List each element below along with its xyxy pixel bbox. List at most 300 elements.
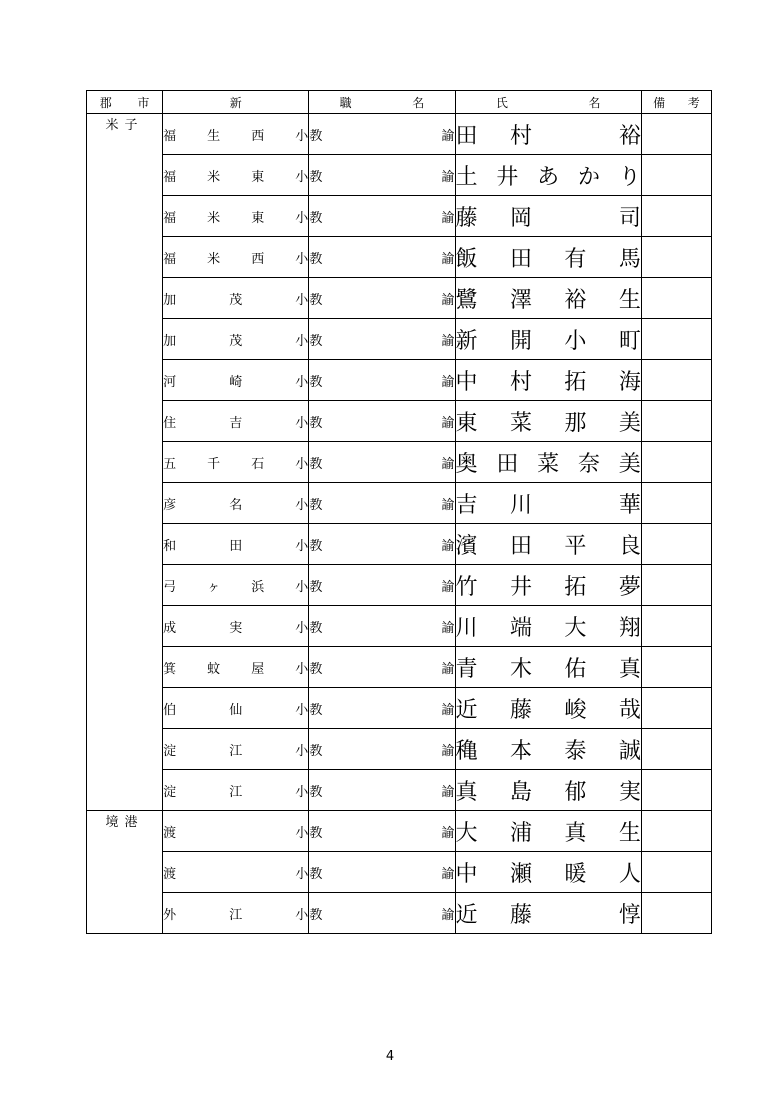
school-name-char: 小 bbox=[295, 456, 309, 472]
header-school: 新 bbox=[163, 91, 309, 114]
person-name bbox=[456, 570, 641, 601]
job-title-char: 諭 bbox=[441, 579, 455, 595]
table-row bbox=[87, 852, 712, 893]
table-row bbox=[87, 811, 712, 852]
school-name-char: 浜 bbox=[251, 579, 265, 595]
school-name-char: 小 bbox=[295, 784, 309, 800]
person-name bbox=[456, 857, 641, 888]
school-name-char: 崎 bbox=[229, 374, 243, 390]
job-title-char: 教 bbox=[309, 169, 323, 185]
school-name-char: 小 bbox=[295, 743, 309, 759]
note-cell bbox=[641, 360, 711, 401]
person-name-char: 本 bbox=[509, 738, 532, 764]
school-cell bbox=[163, 278, 309, 319]
school-name-char: 五 bbox=[163, 456, 177, 472]
job-title bbox=[309, 166, 454, 185]
school-name bbox=[163, 125, 308, 144]
note-cell bbox=[641, 893, 711, 934]
person-name-char: 井 bbox=[496, 164, 519, 190]
school-name bbox=[163, 576, 308, 595]
job-title-char: 教 bbox=[309, 415, 323, 431]
job-title-char: 教 bbox=[309, 374, 323, 390]
school-cell bbox=[163, 196, 309, 237]
job-title-char: 諭 bbox=[441, 169, 455, 185]
person-name-char: 華 bbox=[618, 492, 641, 518]
job-title bbox=[309, 904, 454, 923]
person-name-char: 浦 bbox=[509, 820, 532, 846]
person-name-char: 真 bbox=[455, 779, 478, 805]
table-row bbox=[87, 360, 712, 401]
table-row bbox=[87, 155, 712, 196]
school-name-char: 小 bbox=[295, 702, 309, 718]
school-name-char: 小 bbox=[295, 415, 309, 431]
name-cell bbox=[455, 852, 641, 893]
school-name-char: 蚊 bbox=[207, 661, 221, 677]
school-cell bbox=[163, 811, 309, 852]
school-name bbox=[163, 740, 308, 759]
header-char: 備 bbox=[653, 95, 666, 110]
school-name-char: 小 bbox=[295, 169, 309, 185]
person-name-char: 菜 bbox=[537, 451, 560, 477]
school-name-char: 河 bbox=[163, 374, 177, 390]
person-name-char: 馬 bbox=[618, 246, 641, 272]
school-name-char: 小 bbox=[295, 620, 309, 636]
title-cell bbox=[309, 155, 455, 196]
person-name bbox=[456, 242, 641, 273]
school-name-char: 伯 bbox=[163, 702, 177, 718]
person-name-char: 美 bbox=[618, 451, 641, 477]
job-title bbox=[309, 412, 454, 431]
school-name bbox=[163, 494, 308, 513]
school-name bbox=[163, 330, 308, 349]
school-name-char: 加 bbox=[163, 292, 177, 308]
job-title-char: 教 bbox=[309, 579, 323, 595]
person-name-char: 菜 bbox=[509, 410, 532, 436]
job-title-char: 教 bbox=[309, 456, 323, 472]
person-name bbox=[456, 160, 641, 191]
table-row bbox=[87, 647, 712, 688]
name-cell bbox=[455, 688, 641, 729]
school-name-char: 彦 bbox=[163, 497, 177, 513]
title-cell bbox=[309, 196, 455, 237]
table-row bbox=[87, 196, 712, 237]
job-title-char: 諭 bbox=[441, 128, 455, 144]
person-name-char: 近 bbox=[455, 902, 478, 928]
school-name-char: 江 bbox=[229, 784, 243, 800]
header-row bbox=[87, 91, 712, 114]
person-name-char: 瀬 bbox=[509, 861, 532, 887]
person-name-char: 奈 bbox=[577, 451, 600, 477]
job-title-char: 教 bbox=[309, 743, 323, 759]
note-cell bbox=[641, 401, 711, 442]
person-name-char: 中 bbox=[455, 369, 478, 395]
job-title-char: 教 bbox=[309, 825, 323, 841]
title-cell bbox=[309, 606, 455, 647]
person-name-char: 誠 bbox=[618, 738, 641, 764]
person-name bbox=[456, 488, 641, 519]
school-cell bbox=[163, 483, 309, 524]
person-name-char: 郁 bbox=[564, 779, 587, 805]
school-name bbox=[163, 453, 308, 472]
title-cell bbox=[309, 647, 455, 688]
school-cell bbox=[163, 606, 309, 647]
table-row bbox=[87, 606, 712, 647]
job-title bbox=[309, 494, 454, 513]
table-row bbox=[87, 524, 712, 565]
title-cell bbox=[309, 565, 455, 606]
note-cell bbox=[641, 237, 711, 278]
person-name-char: 真 bbox=[564, 820, 587, 846]
school-name bbox=[163, 863, 308, 882]
school-name bbox=[163, 904, 308, 923]
name-cell bbox=[455, 155, 641, 196]
school-name-char: 渡 bbox=[163, 825, 177, 841]
school-name-char: 屋 bbox=[251, 661, 265, 677]
person-name-char: 岡 bbox=[509, 205, 532, 231]
job-title-char: 教 bbox=[309, 702, 323, 718]
person-name-char: 澤 bbox=[509, 287, 532, 313]
person-name-char: 開 bbox=[509, 328, 532, 354]
person-name-char: 竹 bbox=[455, 574, 478, 600]
name-cell bbox=[455, 729, 641, 770]
job-title bbox=[309, 781, 454, 800]
school-name bbox=[163, 781, 308, 800]
job-title-char: 諭 bbox=[441, 374, 455, 390]
city-cell: 境港 bbox=[87, 811, 163, 934]
person-name bbox=[456, 406, 641, 437]
school-name-char: ヶ bbox=[207, 579, 221, 595]
school-name-char: 小 bbox=[295, 210, 309, 226]
person-name-char: 川 bbox=[509, 492, 532, 518]
person-name-char: 吉 bbox=[455, 492, 478, 518]
job-title-char: 教 bbox=[309, 661, 323, 677]
school-name-char: 渡 bbox=[163, 866, 177, 882]
school-name-char: 小 bbox=[295, 497, 309, 513]
job-title-char: 教 bbox=[309, 866, 323, 882]
person-name-char: 生 bbox=[618, 287, 641, 313]
school-cell bbox=[163, 770, 309, 811]
page-number: 4 bbox=[385, 1049, 395, 1064]
person-name-char: 小 bbox=[564, 328, 587, 354]
school-name-char: 東 bbox=[251, 169, 265, 185]
person-name-char: 田 bbox=[455, 123, 478, 149]
school-cell bbox=[163, 688, 309, 729]
header-char: 考 bbox=[687, 95, 700, 110]
school-name-char: 田 bbox=[229, 538, 243, 554]
school-name-char: 加 bbox=[163, 333, 177, 349]
person-name-char: 哉 bbox=[618, 697, 641, 723]
job-title-char: 諭 bbox=[441, 497, 455, 513]
note-cell bbox=[641, 688, 711, 729]
person-name-char: 惇 bbox=[618, 902, 641, 928]
school-name-char: 外 bbox=[163, 907, 177, 923]
school-cell bbox=[163, 360, 309, 401]
job-title-char: 諭 bbox=[441, 866, 455, 882]
school-name-char: 小 bbox=[295, 907, 309, 923]
school-name bbox=[163, 412, 308, 431]
school-name bbox=[163, 289, 308, 308]
school-name-char: 米 bbox=[207, 210, 221, 226]
job-title-char: 諭 bbox=[441, 210, 455, 226]
header-char: 名 bbox=[412, 95, 425, 110]
job-title-char: 教 bbox=[309, 210, 323, 226]
person-name-char: 夢 bbox=[618, 574, 641, 600]
teacher-roster-table bbox=[86, 90, 712, 934]
name-cell bbox=[455, 811, 641, 852]
job-title-char: 教 bbox=[309, 333, 323, 349]
job-title bbox=[309, 617, 454, 636]
job-title-char: 諭 bbox=[441, 415, 455, 431]
table-row bbox=[87, 319, 712, 360]
school-name-char: 江 bbox=[229, 743, 243, 759]
person-name-char: か bbox=[577, 164, 600, 190]
person-name-char: 人 bbox=[618, 861, 641, 887]
note-cell bbox=[641, 442, 711, 483]
person-name-char: 大 bbox=[564, 615, 587, 641]
person-name-char: 拓 bbox=[564, 369, 587, 395]
job-title bbox=[309, 330, 454, 349]
note-cell bbox=[641, 278, 711, 319]
person-name-char: 奥 bbox=[455, 451, 478, 477]
person-name-char: 藤 bbox=[509, 697, 532, 723]
person-name-char: 町 bbox=[618, 328, 641, 354]
title-cell bbox=[309, 278, 455, 319]
school-name-char: 小 bbox=[295, 538, 309, 554]
school-name bbox=[163, 822, 308, 841]
name-cell bbox=[455, 319, 641, 360]
school-name-char: 淀 bbox=[163, 743, 177, 759]
name-cell bbox=[455, 483, 641, 524]
school-cell bbox=[163, 401, 309, 442]
title-cell bbox=[309, 729, 455, 770]
note-cell bbox=[641, 114, 711, 155]
header-char: 職 bbox=[339, 95, 352, 110]
person-name-char: 司 bbox=[618, 205, 641, 231]
name-cell bbox=[455, 278, 641, 319]
job-title-char: 諭 bbox=[441, 538, 455, 554]
school-name-char: 東 bbox=[251, 210, 265, 226]
table-row bbox=[87, 237, 712, 278]
school-name-char: 成 bbox=[163, 620, 177, 636]
person-name-char: 新 bbox=[455, 328, 478, 354]
school-name-char: 小 bbox=[295, 292, 309, 308]
job-title-char: 教 bbox=[309, 620, 323, 636]
person-name-char: 藤 bbox=[509, 902, 532, 928]
header-char: 郡 bbox=[99, 95, 112, 110]
job-title-char: 諭 bbox=[441, 251, 455, 267]
school-name-char: 小 bbox=[295, 333, 309, 349]
job-title bbox=[309, 248, 454, 267]
name-cell bbox=[455, 237, 641, 278]
person-name-char: 田 bbox=[496, 451, 519, 477]
job-title bbox=[309, 289, 454, 308]
job-title-char: 諭 bbox=[441, 456, 455, 472]
person-name-char: 島 bbox=[509, 779, 532, 805]
school-cell bbox=[163, 565, 309, 606]
title-cell bbox=[309, 688, 455, 729]
title-cell bbox=[309, 319, 455, 360]
school-name-char: 茂 bbox=[229, 333, 243, 349]
school-name bbox=[163, 699, 308, 718]
job-title bbox=[309, 125, 454, 144]
school-name-char: 吉 bbox=[229, 415, 243, 431]
job-title-char: 諭 bbox=[441, 620, 455, 636]
person-name bbox=[456, 529, 641, 560]
note-cell bbox=[641, 196, 711, 237]
person-name-char: り bbox=[618, 164, 641, 190]
person-name-char: 泰 bbox=[564, 738, 587, 764]
school-name-char: 小 bbox=[295, 128, 309, 144]
job-title bbox=[309, 863, 454, 882]
header-city bbox=[87, 91, 163, 114]
header-char: 氏 bbox=[495, 95, 508, 110]
school-cell bbox=[163, 442, 309, 483]
person-name bbox=[456, 898, 641, 929]
job-title-char: 諭 bbox=[441, 702, 455, 718]
job-title bbox=[309, 699, 454, 718]
person-name bbox=[456, 324, 641, 355]
school-name-char: 和 bbox=[163, 538, 177, 554]
note-cell bbox=[641, 852, 711, 893]
person-name-char: 実 bbox=[618, 779, 641, 805]
person-name bbox=[456, 816, 641, 847]
job-title-char: 教 bbox=[309, 497, 323, 513]
person-name-char: 裕 bbox=[564, 287, 587, 313]
school-name-char: 福 bbox=[163, 210, 177, 226]
job-title-char: 諭 bbox=[441, 292, 455, 308]
school-name bbox=[163, 617, 308, 636]
header-note bbox=[641, 91, 711, 114]
table-row bbox=[87, 893, 712, 934]
person-name-char bbox=[564, 119, 586, 150]
name-cell bbox=[455, 114, 641, 155]
school-name-char: 江 bbox=[229, 907, 243, 923]
job-title-char: 諭 bbox=[441, 907, 455, 923]
school-cell bbox=[163, 237, 309, 278]
job-title-char: 諭 bbox=[441, 333, 455, 349]
person-name-char: 海 bbox=[618, 369, 641, 395]
person-name bbox=[456, 611, 641, 642]
title-cell bbox=[309, 360, 455, 401]
person-name-char: 真 bbox=[618, 656, 641, 682]
table-row bbox=[87, 442, 712, 483]
school-name-char: 仙 bbox=[229, 702, 243, 718]
job-title-char: 諭 bbox=[441, 825, 455, 841]
person-name bbox=[456, 447, 641, 478]
header-title bbox=[309, 91, 455, 114]
person-name-char: 木 bbox=[509, 656, 532, 682]
name-cell bbox=[455, 524, 641, 565]
school-name-char: 名 bbox=[229, 497, 243, 513]
school-name-char: 米 bbox=[207, 251, 221, 267]
person-name bbox=[456, 365, 641, 396]
person-name-char: 村 bbox=[509, 369, 532, 395]
school-name bbox=[163, 207, 308, 226]
school-cell bbox=[163, 852, 309, 893]
job-title-char: 教 bbox=[309, 251, 323, 267]
person-name-char: 穐 bbox=[455, 738, 478, 764]
name-cell bbox=[455, 401, 641, 442]
title-cell bbox=[309, 114, 455, 155]
school-name-char: 淀 bbox=[163, 784, 177, 800]
title-cell bbox=[309, 401, 455, 442]
person-name-char: 峻 bbox=[564, 697, 587, 723]
school-name-char: 西 bbox=[251, 128, 265, 144]
person-name-char: 田 bbox=[509, 246, 532, 272]
school-name-char: 福 bbox=[163, 128, 177, 144]
job-title bbox=[309, 453, 454, 472]
school-cell bbox=[163, 319, 309, 360]
school-name-char: 弓 bbox=[163, 579, 177, 595]
school-cell bbox=[163, 114, 309, 155]
school-cell bbox=[163, 155, 309, 196]
name-cell bbox=[455, 893, 641, 934]
person-name-char: 鷺 bbox=[455, 287, 478, 313]
name-cell bbox=[455, 606, 641, 647]
job-title-char: 諭 bbox=[441, 743, 455, 759]
person-name-char: 井 bbox=[509, 574, 532, 600]
school-name-char: 石 bbox=[251, 456, 265, 472]
title-cell bbox=[309, 852, 455, 893]
person-name-char: 佑 bbox=[564, 656, 587, 682]
school-name-char: 生 bbox=[207, 128, 221, 144]
school-cell bbox=[163, 893, 309, 934]
school-name-char: 福 bbox=[163, 169, 177, 185]
person-name-char: 田 bbox=[509, 533, 532, 559]
person-name-char: 美 bbox=[618, 410, 641, 436]
person-name bbox=[456, 201, 641, 232]
title-cell bbox=[309, 237, 455, 278]
table-row bbox=[87, 483, 712, 524]
title-cell bbox=[309, 442, 455, 483]
note-cell bbox=[641, 606, 711, 647]
note-cell bbox=[641, 524, 711, 565]
person-name-char: 翔 bbox=[618, 615, 641, 641]
person-name-char: 生 bbox=[618, 820, 641, 846]
school-name-char: 小 bbox=[295, 661, 309, 677]
person-name bbox=[456, 775, 641, 806]
note-cell bbox=[641, 770, 711, 811]
person-name-char bbox=[564, 201, 586, 232]
name-cell bbox=[455, 196, 641, 237]
table-row bbox=[87, 565, 712, 606]
table-row bbox=[87, 688, 712, 729]
school-name-char: 小 bbox=[295, 374, 309, 390]
name-cell bbox=[455, 770, 641, 811]
job-title-char: 諭 bbox=[441, 784, 455, 800]
name-cell bbox=[455, 442, 641, 483]
person-name-char: 東 bbox=[455, 410, 478, 436]
table-row bbox=[87, 401, 712, 442]
person-name-char: 川 bbox=[455, 615, 478, 641]
roster-body bbox=[87, 114, 712, 934]
school-name-char: 住 bbox=[163, 415, 177, 431]
job-title-char: 教 bbox=[309, 907, 323, 923]
person-name bbox=[456, 693, 641, 724]
table-row bbox=[87, 114, 712, 155]
person-name-char: 那 bbox=[564, 410, 587, 436]
person-name-char: 藤 bbox=[455, 205, 478, 231]
job-title-char: 教 bbox=[309, 292, 323, 308]
school-name-char: 小 bbox=[295, 866, 309, 882]
note-cell bbox=[641, 483, 711, 524]
person-name-char: 平 bbox=[564, 533, 587, 559]
job-title bbox=[309, 535, 454, 554]
table-row bbox=[87, 278, 712, 319]
job-title bbox=[309, 576, 454, 595]
school-name-char: 茂 bbox=[229, 292, 243, 308]
person-name-char: 近 bbox=[455, 697, 478, 723]
